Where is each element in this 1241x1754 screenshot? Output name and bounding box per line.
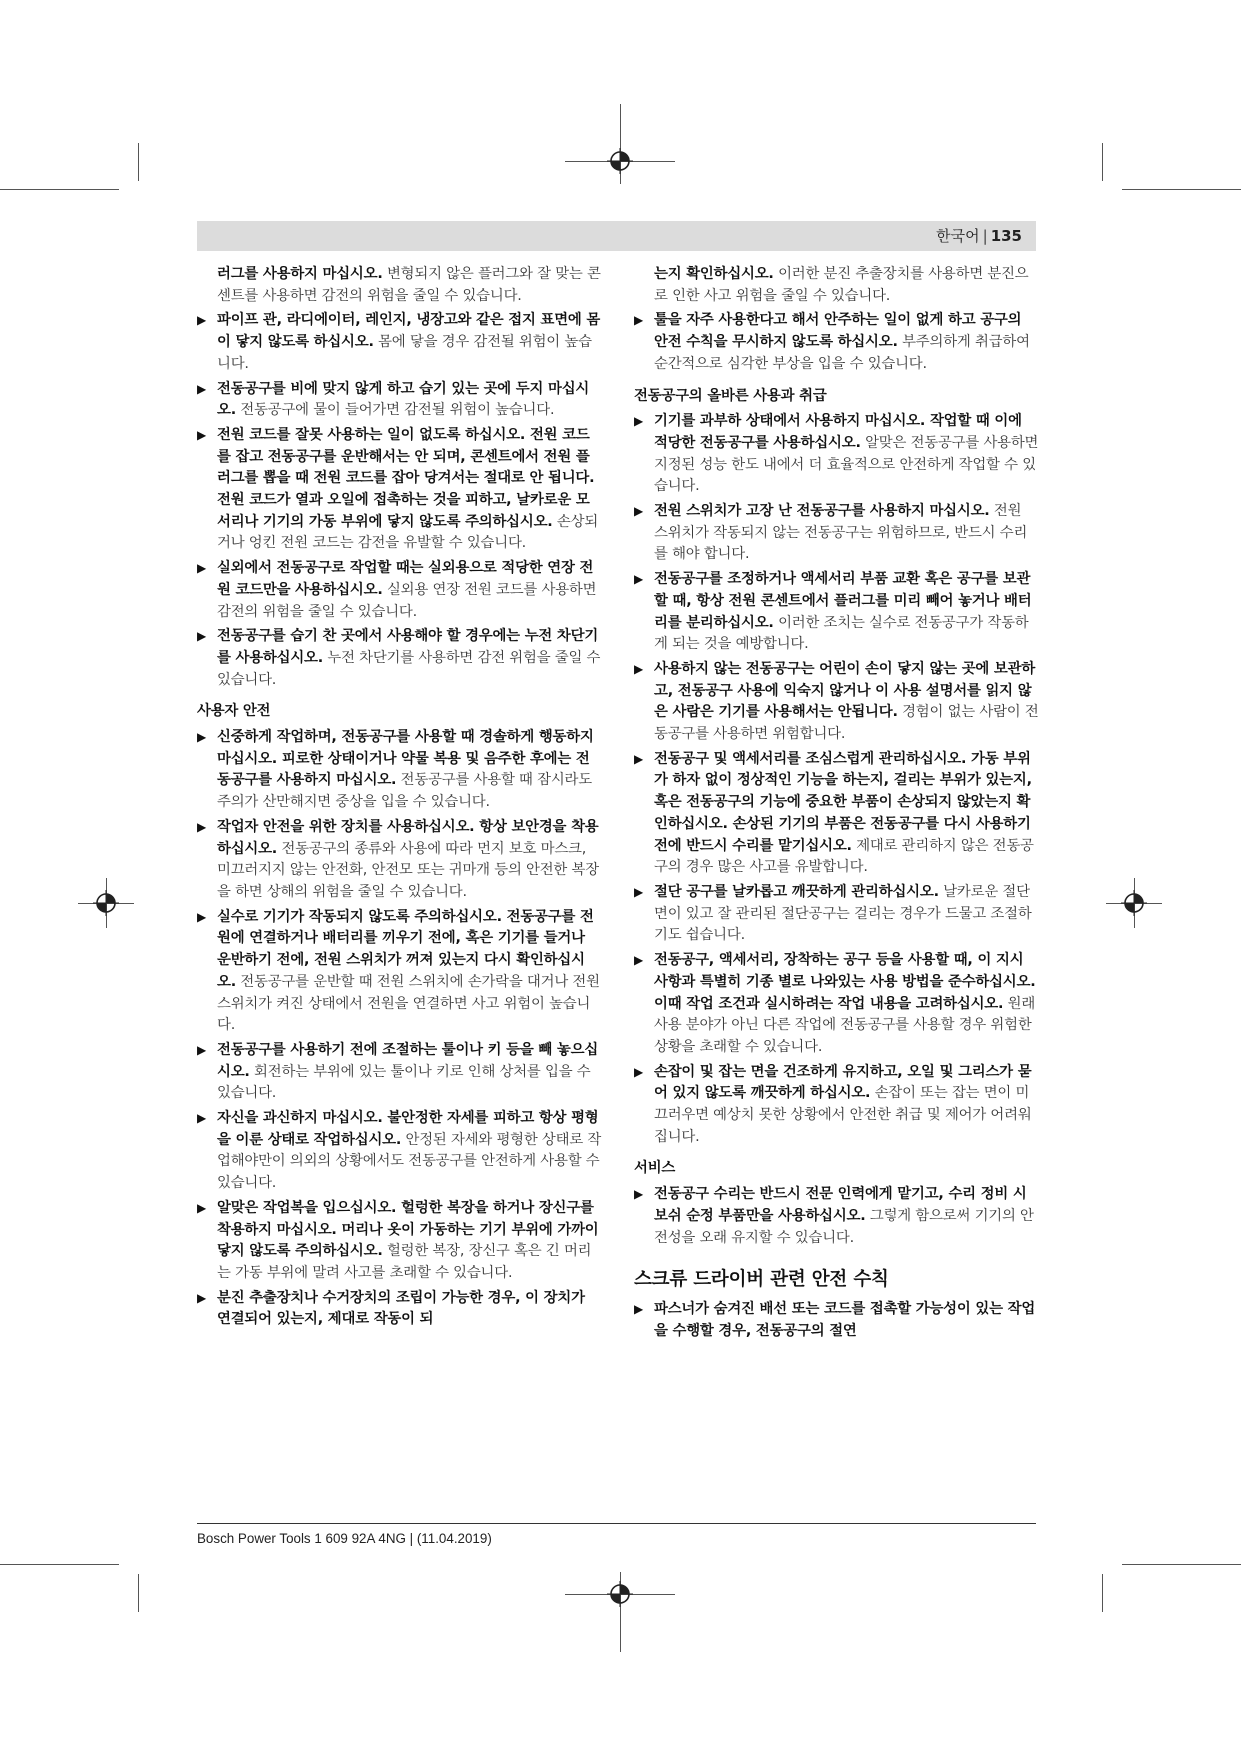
triangle-bullet-icon: ▶ <box>634 751 644 766</box>
section-title: 전동공구의 올바른 사용과 취급 <box>634 387 827 404</box>
crop-mark <box>138 143 139 181</box>
list-item: ▶ 분진 추출장치나 수거장치의 조립이 가능한 경우, 이 장치가 연결되어 있는지, 제대로 작동이 되 <box>197 1289 585 1328</box>
triangle-bullet-icon: ▶ <box>197 730 207 745</box>
header-language: 한국어 <box>936 227 980 245</box>
triangle-bullet-icon: ▶ <box>197 629 207 644</box>
footer-rule <box>197 1523 1036 1524</box>
list-item: ▶ 파스너가 숨겨진 배선 또는 코드를 접촉할 가능성이 있는 작업을 수행할 경우, 전동공구의 절연 <box>634 1301 1036 1339</box>
page-number: 135 <box>990 227 1022 245</box>
list-item: ▶ 전동공구를 비에 맞지 않게 하고 습기 있는 곳에 두지 마십시오. 전동공구에 물이 들어가면 감전될 위험이 높습니다. <box>197 380 590 419</box>
crop-mark <box>138 1574 139 1612</box>
registration-mark-icon <box>93 890 119 916</box>
triangle-bullet-icon: ▶ <box>634 1302 644 1317</box>
triangle-bullet-icon: ▶ <box>197 909 207 924</box>
section-title: 사용자 안전 <box>197 703 271 720</box>
list-item: ▶ 작업자 안전을 위한 장치를 사용하십시오. 항상 보안경을 착용하십시오. 전동공구의 종류와 사용에 따라 먼지 보호 마스크, 미끄러지지 않는 안전화, 안전모 또는 귀마개 등의 안전한 복장을 하면 상해의 위험을 줄일 수 있습니다. <box>197 818 599 900</box>
triangle-bullet-icon: ▶ <box>197 313 207 328</box>
page-footer: Bosch Power Tools 1 609 92A 4NG | (11.04.2019) <box>197 1531 492 1546</box>
list-item: ▶ 전원 코드를 잘못 사용하는 일이 없도록 하십시오. 전원 코드를 잡고 전동공구를 운반해서는 안 되며, 콘센트에서 전원 플러그를 뽑을 때 전원 코드를 잡아 당겨서는 절대로 안 됩니다. 전원 코드가 열과 오일에 접촉하는 것을 피하고, 날카로운 모서리나 기기의 가동 부위에 닿지 않도록 주의하십시오. 손상되거나 엉킨 전원 코드는 감전을 유발할 수 있습니다. <box>197 426 599 552</box>
header-separator: | <box>982 227 988 245</box>
crop-mark <box>0 1564 119 1565</box>
triangle-bullet-icon: ▶ <box>634 414 644 429</box>
crop-mark <box>1122 189 1241 190</box>
list-item: ▶ 툴을 자주 사용한다고 해서 안주하는 일이 없게 하고 공구의 안전 수칙을 무시하지 않도록 하십시오. 부주의하게 취급하여 순간적으로 심각한 부상을 입을 수 있습니다. <box>634 312 1030 372</box>
right-column <box>634 264 1039 1346</box>
triangle-bullet-icon: ▶ <box>634 504 644 519</box>
triangle-bullet-icon: ▶ <box>197 561 207 576</box>
list-item: ▶ 전동공구, 액세서리, 장착하는 공구 등을 사용할 때, 이 지시 사항과 특별히 기종 별로 나와있는 사용 방법을 준수하십시오. 이때 작업 조건과 실시하려는 작업 내용을 고려하십시오. 원래 사용 분야가 아닌 다른 작업에 전동공구를 사용할 경우 위험한 상황을 초래할 수 있습니다. <box>634 952 1036 1055</box>
left-column <box>197 264 602 1334</box>
list-item: ▶ 기기를 과부하 상태에서 사용하지 마십시오. 작업할 때 이에 적당한 전동공구를 사용하십시오. 알맞은 전동공구를 사용하면 지정된 성능 한도 내에서 더 효율적으로 안전하게 작업할 수 있습니다. <box>634 413 1039 495</box>
chapter-heading: 스크류 드라이버 관련 안전 수칙 <box>634 1269 889 1291</box>
list-item: ▶ 전동공구 및 액세서리를 조심스럽게 관리하십시오. 가동 부위가 하자 없이 정상적인 기능을 하는지, 걸리는 부위가 있는지, 혹은 전동공구의 기능에 중요한 부품이 손상되지 않았는지 확인하십시오. 손상된 기기의 부품은 전동공구를 다시 사용하기 전에 반드시 수리를 맡기십시오. 제대로 관리하지 않은 전동공구의 경우 많은 사고를 유발합니다. <box>634 750 1034 876</box>
triangle-bullet-icon: ▶ <box>634 1187 644 1202</box>
triangle-bullet-icon: ▶ <box>634 1064 644 1079</box>
crop-mark <box>1122 1564 1241 1565</box>
list-item: ▶ 실외에서 전동공구로 작업할 때는 실외용으로 적당한 연장 전원 코드만을 사용하십시오. 실외용 연장 전원 코드를 사용하면 감전의 위험을 줄일 수 있습니다. <box>197 560 597 620</box>
list-item: ▶ 전동공구를 습기 찬 곳에서 사용해야 할 경우에는 누전 차단기를 사용하십시오. 누전 차단기를 사용하면 감전 위험을 줄일 수 있습니다. <box>197 628 601 688</box>
registration-mark-icon <box>1121 890 1147 916</box>
crop-mark <box>1102 1574 1103 1612</box>
triangle-bullet-icon: ▶ <box>634 572 644 587</box>
triangle-bullet-icon: ▶ <box>197 1111 207 1126</box>
registration-mark-icon <box>607 148 633 174</box>
header-label <box>936 225 1022 247</box>
triangle-bullet-icon: ▶ <box>197 1200 207 1215</box>
crop-mark <box>1102 143 1103 181</box>
triangle-bullet-icon: ▶ <box>197 819 207 834</box>
list-item: ▶ 전동공구를 조정하거나 액세서리 부품 교환 혹은 공구를 보관할 때, 항상 전원 콘센트에서 플러그를 미리 빼어 놓거나 배터리를 분리하십시오. 이러한 조치는 실수로 전동공구가 작동하게 되는 것을 예방합니다. <box>634 571 1032 653</box>
list-item: ▶ 실수로 기기가 작동되지 않도록 주의하십시오. 전동공구를 전원에 연결하거나 배터리를 끼우기 전에, 혹은 기기를 들거나 운반하기 전에, 전원 스위치가 꺼져 있는지 다시 확인하십시오. 전동공구를 운반할 때 전원 스위치에 손가락을 대거나 전원 스위치가 켜진 상태에서 전원을 연결하면 사고 위험이 높습니다. <box>197 908 600 1034</box>
list-item: ▶ 손잡이 및 잡는 면을 건조하게 유지하고, 오일 및 그리스가 묻어 있지 않도록 깨끗하게 하십시오. 손잡이 또는 잡는 면이 미끄러우면 예상치 못한 상황에서 안전한 취급 및 제어가 어려워집니다. <box>634 1063 1032 1145</box>
triangle-bullet-icon: ▶ <box>197 427 207 442</box>
continuation-paragraph: 러그를 사용하지 마십시오. 변형되지 않은 플러그와 잘 맞는 콘센트를 사용하면 감전의 위험을 줄일 수 있습니다. <box>217 266 601 304</box>
list-item: ▶ 신중하게 작업하며, 전동공구를 사용할 때 경솔하게 행동하지 마십시오. 피로한 상태이거나 약물 복용 및 음주한 후에는 전동공구를 사용하지 마십시오. 전동공구를 사용할 때 잠시라도 주의가 산만해지면 중상을 입을 수 있습니다. <box>197 729 594 811</box>
registration-mark-icon <box>607 1581 633 1607</box>
triangle-bullet-icon: ▶ <box>634 953 644 968</box>
list-item: ▶ 전동공구 수리는 반드시 전문 인력에게 맡기고, 수리 정비 시 보쉬 순정 부품만을 사용하십시오. 그렇게 함으로써 기기의 안전성을 오래 유지할 수 있습니다. <box>634 1186 1034 1246</box>
crop-mark <box>0 189 119 190</box>
list-item: ▶ 절단 공구를 날카롭고 깨끗하게 관리하십시오. 날카로운 절단면이 있고 잘 관리된 절단공구는 걸리는 경우가 드물고 조절하기도 쉽습니다. <box>634 883 1032 944</box>
triangle-bullet-icon: ▶ <box>634 313 644 328</box>
list-item: ▶ 파이프 관, 라디에이터, 레인지, 냉장고와 같은 접지 표면에 몸이 닿지 않도록 하십시오. 몸에 닿을 경우 감전될 위험이 높습니다. <box>197 312 601 372</box>
section-title: 서비스 <box>634 1160 676 1177</box>
triangle-bullet-icon: ▶ <box>634 661 644 676</box>
triangle-bullet-icon: ▶ <box>197 1042 207 1057</box>
list-item: ▶ 사용하지 않는 전동공구는 어린이 손이 닿지 않는 곳에 보관하고, 전동공구 사용에 익숙지 않거나 이 사용 설명서를 읽지 않은 사람은 기기를 사용해서는 안됩니다. 경험이 없는 사람이 전동공구를 사용하면 위험합니다. <box>634 660 1039 743</box>
triangle-bullet-icon: ▶ <box>634 884 644 899</box>
triangle-bullet-icon: ▶ <box>197 381 207 396</box>
list-item: ▶ 자신을 과신하지 마십시오. 불안정한 자세를 피하고 항상 평형을 이룬 상태로 작업하십시오. 안정된 자세와 평형한 상태로 작업해야만이 의외의 상황에서도 전동공구를 안전하게 사용할 수 있습니다. <box>197 1110 602 1192</box>
page-header <box>197 221 1036 251</box>
list-item: ▶ 알맞은 작업복을 입으십시오. 헐렁한 복장을 하거나 장신구를 착용하지 마십시오. 머리나 옷이 가동하는 기기 부위에 가까이 닿지 않도록 주의하십시오. 헐렁한 복장, 장신구 혹은 긴 머리는 가동 부위에 말려 사고를 초래할 수 있습니다. <box>197 1199 599 1281</box>
list-item: ▶ 전동공구를 사용하기 전에 조절하는 툴이나 키 등을 빼 놓으십시오. 회전하는 부위에 있는 툴이나 키로 인해 상처를 입을 수 있습니다. <box>197 1041 599 1102</box>
triangle-bullet-icon: ▶ <box>197 1290 207 1305</box>
list-item: ▶ 전원 스위치가 고장 난 전동공구를 사용하지 마십시오. 전원 스위치가 작동되지 않는 전동공구는 위험하므로, 반드시 수리를 해야 합니다. <box>634 503 1028 563</box>
continuation-paragraph: 는지 확인하십시오. 이러한 분진 추출장치를 사용하면 분진으로 인한 사고 위험을 줄일 수 있습니다. <box>654 266 1029 304</box>
